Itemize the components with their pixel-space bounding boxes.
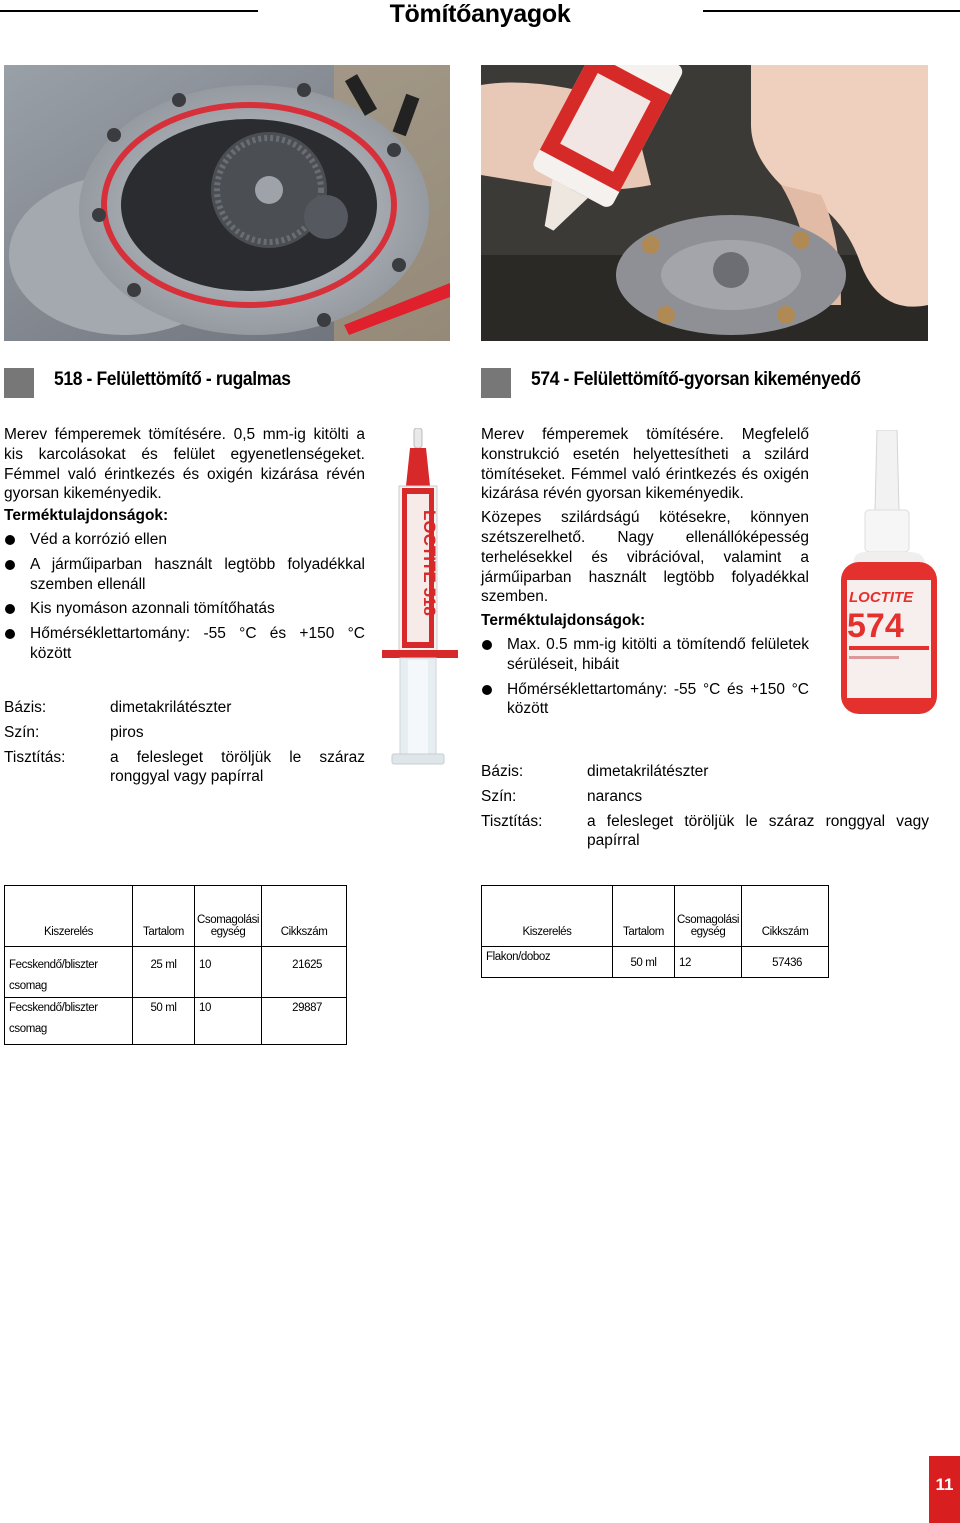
right-props-heading: Terméktulajdonságok:: [481, 612, 646, 630]
list-item: Véd a korrózió ellen: [4, 530, 365, 550]
bottle-574-image: [835, 430, 943, 720]
section-title-518: 518 - Felülettömítő - rugalmas: [54, 369, 291, 390]
col-header-content: Tartalom: [613, 886, 675, 947]
left-order-table: [4, 885, 347, 1045]
base-value: dimetakrilátészter: [587, 763, 709, 780]
col-header-packaging: Kiszerelés: [482, 886, 613, 947]
col-header-pack-unit: Csomagolási egység: [195, 886, 262, 947]
page-title: Tömítőanyagok: [389, 0, 571, 28]
color-label: Szín:: [4, 723, 40, 741]
right-order-table: [481, 885, 829, 978]
syringe-518-image: [380, 428, 460, 768]
color-value: piros: [110, 723, 144, 741]
bullet-icon: [482, 685, 492, 695]
bottle-brand-label: LOCTITE: [849, 589, 914, 606]
bullet-icon: [5, 629, 15, 639]
list-item: A járműiparban használt legtöbb folyadékkal szemben ellenáll: [4, 555, 365, 595]
col-header-article-number: Cikkszám: [742, 886, 829, 947]
left-description: [4, 425, 365, 669]
cleaning-label: Tisztítás:: [481, 812, 543, 830]
table-row: Flakon/doboz 50 ml 12 57436: [482, 947, 829, 978]
bottle-number-label: 574: [847, 607, 904, 645]
gearbox-gasket-photo: [4, 65, 450, 341]
right-bullet-list: [481, 635, 809, 719]
cleaning-value: a felesleget töröljük le száraz ronggyal vagy papírral: [110, 748, 365, 786]
section-marker-left: [4, 368, 34, 398]
base-value: dimetakrilátészter: [110, 699, 232, 716]
col-header-packaging: Kiszerelés: [5, 886, 133, 947]
section-marker-right: [481, 368, 511, 398]
table-header-row: [482, 886, 829, 947]
right-description: [481, 425, 809, 724]
section-title-574: 574 - Felülettömítő-gyorsan kikeményedő: [531, 369, 861, 390]
color-label: Szín:: [481, 787, 517, 805]
col-header-article-number: Cikkszám: [262, 886, 347, 947]
syringe-product-label: LOCTITE 518: [420, 510, 439, 616]
left-bullet-list: [4, 530, 365, 664]
base-label: Bázis:: [481, 763, 524, 780]
base-label: Bázis:: [4, 699, 47, 716]
cleaning-label: Tisztítás:: [4, 748, 66, 766]
color-value: narancs: [587, 787, 643, 805]
applying-sealant-photo: [481, 65, 928, 341]
right-intro-2: Közepes szilárdságú kötésekre, könnyen szétszerelhető. Nagy ellenállóképesség terhelésekkel és vibrációval, valamint a járműiparban használt legtöbb folyadékkal szemben.: [481, 509, 809, 606]
col-header-content: Tartalom: [133, 886, 195, 947]
bullet-icon: [482, 640, 492, 650]
col-header-pack-unit: Csomagolási egység: [675, 886, 742, 947]
right-intro-1: Merev fémperemek tömítésére. Megfelelő konstrukció esetén helyettesítheti a szilárd tömítéseket. Fémmel való érintkezés és oxigén kizárása révén gyorsan kikeményedik.: [481, 426, 809, 503]
list-item: Hőmérséklettartomány: -55 °C és +150 °C között: [4, 624, 365, 664]
page-number-badge: 11: [929, 1456, 960, 1523]
list-item: Hőmérséklettartomány: -55 °C és +150 °C között: [481, 680, 809, 720]
left-intro: Merev fémperemek tömítésére. 0,5 mm-ig kitölti a kis karcolásokat és felület egyenetlenségeket. Fémmel való érintkezés és oxigén kizárása révén gyorsan kikeményedik.: [4, 426, 365, 503]
bullet-icon: [5, 535, 15, 545]
table-row: Fecskendő/bliszter csomag 25 ml 10 21625: [5, 947, 347, 998]
bullet-icon: [5, 560, 15, 570]
table-row: Fecskendő/bliszter csomag 50 ml 10 29887: [5, 998, 347, 1045]
cleaning-value: a felesleget töröljük le száraz ronggyal vagy papírral: [587, 812, 929, 850]
bullet-icon: [5, 604, 15, 614]
list-item: Max. 0.5 mm-ig kitölti a tömítendő felületek sérüléseit, hibáit: [481, 635, 809, 675]
left-props-heading: Terméktulajdonságok:: [4, 507, 169, 525]
left-properties: [4, 698, 365, 792]
list-item: Kis nyomáson azonnali tömítőhatás: [4, 599, 365, 619]
table-header-row: [5, 886, 347, 947]
right-properties: [481, 762, 929, 856]
